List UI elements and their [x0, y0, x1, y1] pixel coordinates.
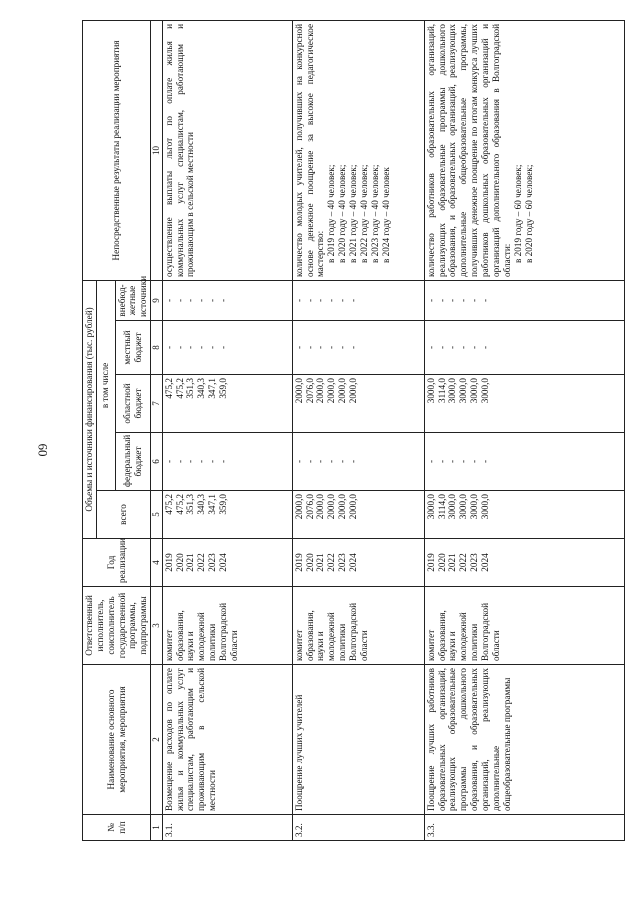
header-incl: в том числе — [96, 280, 115, 490]
years-value: 2024 — [348, 553, 359, 572]
col-number: 2 — [151, 665, 163, 815]
offbudget-cell — [292, 280, 424, 320]
years-value: 2023 — [337, 553, 348, 572]
offbudget-value: - — [447, 298, 458, 303]
regional-value: 359,0 — [218, 378, 229, 399]
header-regional: областной бюджет — [115, 375, 151, 433]
col-number: 5 — [151, 491, 163, 539]
result-cell — [292, 20, 424, 280]
executor: комитет образования, науки и молодежной политики Волгоградской области — [424, 587, 624, 665]
years-value: 2019 — [163, 553, 174, 572]
local-value: - — [447, 345, 458, 350]
offbudget-value: - — [293, 298, 304, 303]
total-value: 3114,0 — [436, 494, 447, 519]
local-value: - — [163, 345, 174, 350]
offbudget-cell — [424, 280, 624, 320]
federal-value: - — [315, 459, 326, 464]
regional-value: 2000,0 — [337, 378, 348, 404]
header-result: Непосредственные результаты реализации мероприятия — [83, 20, 151, 280]
years-value: 2021 — [447, 553, 458, 572]
federal-value: - — [196, 459, 207, 464]
local-value: - — [174, 345, 185, 350]
total-value: 2076,0 — [304, 494, 315, 520]
federal-value: - — [326, 459, 337, 464]
col-number: 1 — [151, 815, 163, 841]
regional-cell — [424, 375, 624, 433]
total-value: 475,2 — [174, 494, 185, 515]
header-offbudget: внебюд- жетные источники — [115, 280, 151, 320]
years-value: 2020 — [304, 553, 315, 572]
offbudget-value: - — [436, 298, 447, 303]
local-value: - — [315, 345, 326, 350]
federal-value: - — [163, 459, 174, 464]
local-value: - — [196, 345, 207, 350]
federal-cell — [292, 433, 424, 491]
offbudget-value: - — [348, 298, 359, 303]
result-line: в 2023 году – 40 человек; — [369, 164, 380, 263]
executor: комитет образования, науки и молодежной политики Волгоградской области — [292, 587, 424, 665]
offbudget-value: - — [315, 298, 326, 303]
header-executor: Ответственный исполнитель, соисполнитель государственной программы, подпрограммы — [83, 587, 151, 665]
total-value: 2000,0 — [348, 494, 359, 520]
regional-value: 3114,0 — [436, 378, 447, 403]
total-value: 351,3 — [185, 494, 196, 515]
offbudget-value: - — [458, 298, 469, 303]
years-value: 2022 — [458, 553, 469, 572]
years-value: 2020 — [174, 553, 185, 572]
local-value: - — [436, 345, 447, 350]
years-cell — [162, 539, 292, 587]
offbudget-value: - — [163, 298, 174, 303]
local-value: - — [304, 345, 315, 350]
page-number: 60 — [35, 443, 51, 457]
years-cell — [424, 539, 624, 587]
total-value: 3000,0 — [458, 494, 469, 520]
offbudget-value: - — [304, 298, 315, 303]
federal-value: - — [458, 459, 469, 464]
regional-value: 3000,0 — [458, 378, 469, 404]
local-value: - — [185, 345, 196, 350]
total-cell — [162, 491, 292, 539]
regional-value: 2000,0 — [315, 378, 326, 404]
local-value: - — [348, 345, 359, 350]
header-federal: федеральный бюджет — [115, 433, 151, 491]
federal-value: - — [447, 459, 458, 464]
federal-value: - — [174, 459, 185, 464]
regional-cell — [292, 375, 424, 433]
offbudget-cell — [162, 280, 292, 320]
program-table — [82, 20, 625, 841]
header-year: Год реализации — [83, 539, 151, 587]
local-cell — [424, 321, 624, 375]
local-value: - — [425, 345, 436, 350]
result-text: осуществление выплаты льгот по оплате жилья и коммунальных услуг специалистам, работающим и проживающим в сельской местности — [163, 23, 196, 277]
table-row — [424, 20, 624, 840]
years-cell — [292, 539, 424, 587]
event-name: Возмещение расходов по оплате жилья и коммунальных услуг специалистам, работающим и проживающим в сельской местности — [162, 665, 292, 815]
row-number: 3.3. — [424, 815, 624, 841]
offbudget-value: - — [337, 298, 348, 303]
regional-value: 475,2 — [174, 378, 185, 399]
result-line: в 2019 году – 60 человек; — [512, 164, 523, 263]
regional-value: 3000,0 — [480, 378, 491, 404]
offbudget-value: - — [326, 298, 337, 303]
federal-value: - — [293, 459, 304, 464]
total-value: 2000,0 — [315, 494, 326, 520]
col-number: 7 — [151, 375, 163, 433]
federal-value: - — [207, 459, 218, 464]
header-name: Наименование основного мероприятия, мероприятия — [83, 665, 151, 815]
event-name: Поощрение лучших работников образовательных организаций, реализующих образовательные программы дошкольного образования, и образовательных организаций, реализующих дополнительные общеобразовательные программы — [424, 665, 624, 815]
result-line: в 2024 году – 40 человек — [380, 167, 391, 263]
federal-value: - — [425, 459, 436, 464]
federal-value: - — [185, 459, 196, 464]
regional-value: 2000,0 — [293, 378, 304, 404]
regional-value: 351,3 — [185, 378, 196, 399]
regional-value: 475,2 — [163, 378, 174, 399]
total-value: 2000,0 — [326, 494, 337, 520]
table-row — [162, 20, 292, 840]
total-cell — [424, 491, 624, 539]
offbudget-value: - — [425, 298, 436, 303]
years-value: 2019 — [293, 553, 304, 572]
federal-value: - — [337, 459, 348, 464]
regional-value: 347,1 — [207, 378, 218, 399]
total-value: 475,2 — [163, 494, 174, 515]
total-value: 2000,0 — [293, 494, 304, 520]
total-value: 2000,0 — [337, 494, 348, 520]
col-number: 9 — [151, 280, 163, 320]
regional-value: 3000,0 — [425, 378, 436, 404]
col-number: 8 — [151, 321, 163, 375]
total-value: 3000,0 — [469, 494, 480, 520]
local-value: - — [480, 345, 491, 350]
total-value: 359,0 — [218, 494, 229, 515]
header-local: местный бюджет — [115, 321, 151, 375]
result-line: в 2020 году – 60 человек; — [523, 164, 534, 263]
row-number: 3.1. — [162, 815, 292, 841]
years-value: 2023 — [469, 553, 480, 572]
offbudget-value: - — [196, 298, 207, 303]
col-number: 4 — [151, 539, 163, 587]
regional-value: 2076,0 — [304, 378, 315, 404]
event-name: Поощрение лучших учителей — [292, 665, 424, 815]
offbudget-value: - — [480, 298, 491, 303]
local-value: - — [469, 345, 480, 350]
total-cell — [292, 491, 424, 539]
local-cell — [162, 321, 292, 375]
offbudget-value: - — [174, 298, 185, 303]
regional-cell — [162, 375, 292, 433]
years-value: 2024 — [218, 553, 229, 572]
total-value: 3000,0 — [480, 494, 491, 520]
result-line: в 2019 году – 40 человек; — [326, 164, 337, 263]
total-value: 347,1 — [207, 494, 218, 515]
regional-value: 2000,0 — [326, 378, 337, 404]
offbudget-value: - — [469, 298, 480, 303]
years-value: 2022 — [196, 553, 207, 572]
federal-value: - — [480, 459, 491, 464]
years-value: 2019 — [425, 553, 436, 572]
years-value: 2021 — [185, 553, 196, 572]
federal-value: - — [469, 459, 480, 464]
years-value: 2023 — [207, 553, 218, 572]
regional-value: 3000,0 — [469, 378, 480, 404]
years-value: 2024 — [480, 553, 491, 572]
federal-cell — [162, 433, 292, 491]
offbudget-value: - — [185, 298, 196, 303]
regional-value: 3000,0 — [447, 378, 458, 404]
header-funding: Объемы и источники финансирования (тыс. рублей) — [83, 280, 97, 538]
result-line: в 2022 году – 40 человек; — [358, 164, 369, 263]
result-text: количество молодых учителей, получивших на конкурсной основе денежное поощрение за высокое педагогическое мастерство: — [293, 23, 326, 277]
regional-value: 2000,0 — [348, 378, 359, 404]
total-value: 3000,0 — [447, 494, 458, 520]
offbudget-value: - — [218, 298, 229, 303]
column-number-row — [151, 20, 163, 840]
total-value: 340,3 — [196, 494, 207, 515]
local-value: - — [458, 345, 469, 350]
total-value: 3000,0 — [425, 494, 436, 520]
local-value: - — [337, 345, 348, 350]
federal-value: - — [348, 459, 359, 464]
result-cell — [162, 20, 292, 280]
col-number: 3 — [151, 587, 163, 665]
result-line: в 2021 году – 40 человек; — [348, 164, 359, 263]
col-number: 6 — [151, 433, 163, 491]
federal-value: - — [218, 459, 229, 464]
executor: комитет образования, науки и молодежной политики Волгоградской области — [162, 587, 292, 665]
header-num: № п/п — [83, 815, 151, 841]
offbudget-value: - — [207, 298, 218, 303]
local-value: - — [207, 345, 218, 350]
federal-value: - — [436, 459, 447, 464]
result-cell — [424, 20, 624, 280]
years-value: 2021 — [315, 553, 326, 572]
federal-value: - — [304, 459, 315, 464]
col-number: 10 — [151, 20, 163, 280]
row-number: 3.2. — [292, 815, 424, 841]
header-total: всего — [96, 491, 150, 539]
result-line: в 2020 году – 40 человек; — [337, 164, 348, 263]
local-value: - — [218, 345, 229, 350]
result-text: количество работников образовательных организаций, реализующих образовательные программы дошкольного образования, и образовательных организаций, реализующих дополнительные общеобразовательные программы, получивших денежное поощрение по итогам конкурса лучших работников дошкольных образовательных организаций и организаций дополнительного образования в Волгоградской области: — [425, 23, 512, 277]
federal-cell — [424, 433, 624, 491]
local-cell — [292, 321, 424, 375]
table-row — [292, 20, 424, 840]
local-value: - — [293, 345, 304, 350]
years-value: 2020 — [436, 553, 447, 572]
years-value: 2022 — [326, 553, 337, 572]
regional-value: 340,3 — [196, 378, 207, 399]
local-value: - — [326, 345, 337, 350]
